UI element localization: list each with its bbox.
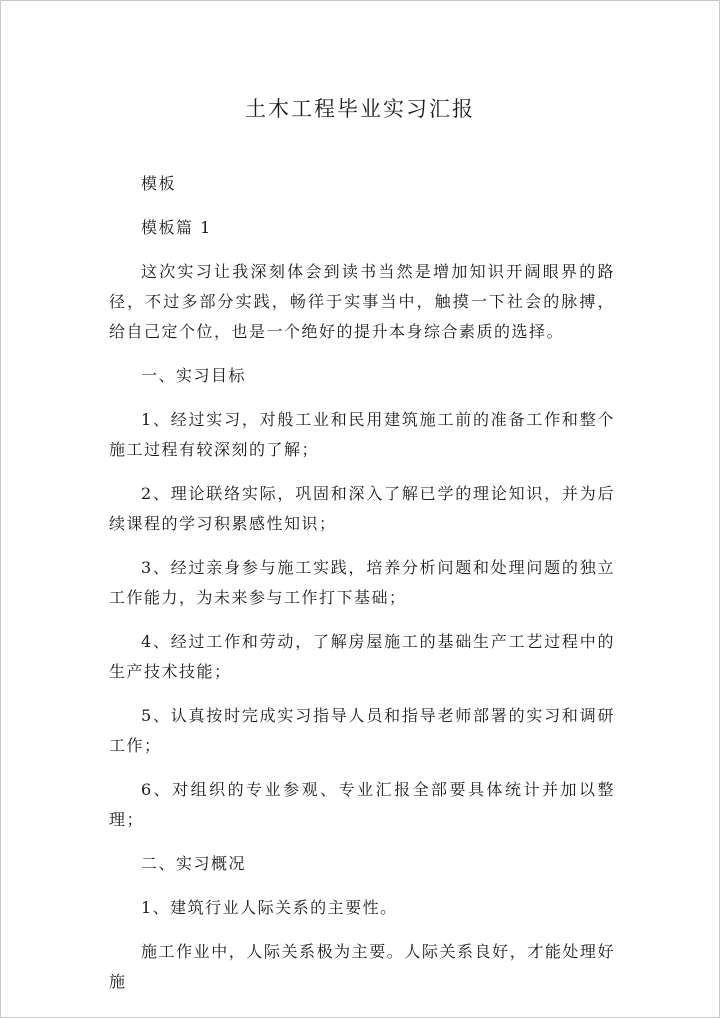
paragraph-template-heading: 模板 xyxy=(141,174,177,193)
paragraph-template-part-heading: 模板篇 1 xyxy=(141,218,212,237)
goal-item-3: 3、经过亲身参与施工实践，培养分析问题和处理问题的独立工作能力，为未来参与工作打下基础； xyxy=(109,558,615,607)
goal-item-5: 5、认真按时完成实习指导人员和指导老师部署的实习和调研工作； xyxy=(109,706,615,755)
overview-item-1: 1、建筑行业人际关系的主要性。 xyxy=(141,898,398,917)
document-title: 土木工程毕业实习汇报 xyxy=(245,97,475,121)
overview-paragraph: 施工作业中，人际关系极为主要。人际关系良好，才能处理好施 xyxy=(109,942,615,991)
goal-item-4: 4、经过工作和劳动，了解房屋施工的基础生产工艺过程中的生产技术技能； xyxy=(109,632,615,681)
document-body xyxy=(109,169,615,1011)
goal-item-2: 2、理论联络实际，巩固和深入了解已学的理论知识，并为后续课程的学习积累感性知识； xyxy=(109,484,615,533)
section-heading-goals: 一、实习目标 xyxy=(141,366,247,385)
section-heading-overview: 二、实习概况 xyxy=(141,854,247,873)
goal-item-6: 6、对组织的专业参观、专业汇报全部要具体统计并加以整理； xyxy=(109,780,615,829)
paragraph-intro: 这次实习让我深刻体会到读书当然是增加知识开阔眼界的路径，不过多部分实践，畅徉于实事当中，触摸一下社会的脉搏，给自己定个位，也是一个绝好的提升本身综合素质的选择。 xyxy=(109,262,615,341)
goal-item-1: 1、经过实习，对般工业和民用建筑施工前的准备工作和整个施工过程有较深刻的了解； xyxy=(109,410,615,459)
